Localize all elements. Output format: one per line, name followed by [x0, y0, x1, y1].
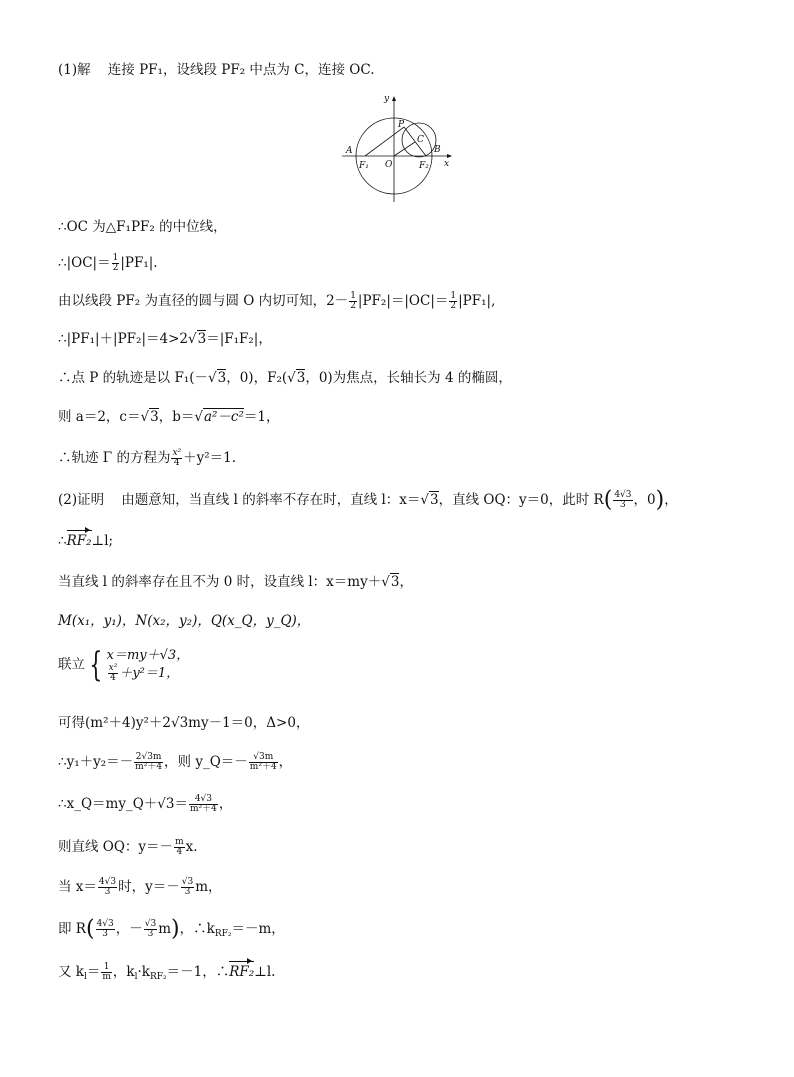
part2-label: (2)证明: [58, 492, 105, 508]
text-p12-e: ＝－1，∴: [166, 964, 230, 980]
text-params-b: ，b＝: [158, 409, 195, 425]
line-system: [58, 647, 189, 683]
fraction-half: [349, 292, 357, 311]
frac-num: √3: [144, 919, 157, 929]
line-conclusion: [58, 963, 275, 986]
frac-num: √3: [181, 877, 194, 887]
frac-num: √3m: [249, 753, 278, 763]
text-equation-a: ∴轨迹 Γ 的方程为: [58, 450, 171, 466]
text-p12-c: ，k: [112, 964, 135, 980]
fraction-x2-4: [171, 449, 182, 468]
ellipse-figure: [338, 92, 458, 204]
text-p8-b: ，: [218, 796, 233, 812]
text-equation-b: ＋y²＝1.: [183, 450, 237, 466]
equation-system: [107, 647, 190, 683]
frac-den: m²＋4: [249, 762, 277, 772]
text-locus-b: ，0)，F₂(: [226, 370, 288, 386]
text-p10-b: 时，y＝－: [118, 879, 180, 895]
fraction-half: [112, 254, 120, 273]
frac-num: x²: [108, 663, 118, 673]
label-f2: F₂: [419, 161, 429, 171]
sqrt-a2-c2: a²－c²: [203, 409, 244, 425]
system-eq2: ＋y²＝1，: [119, 666, 180, 681]
fraction-r3-3: [181, 878, 194, 897]
label-y: y: [384, 94, 390, 104]
text-params-c: ＝1，: [243, 409, 280, 425]
frac-den: 3: [620, 500, 626, 510]
frac-num: x²: [172, 448, 182, 458]
text-p11-e: ＝－m，: [231, 921, 285, 937]
frac-num: 1: [450, 291, 457, 301]
label-c: C: [417, 135, 424, 145]
frac-num: 1: [350, 291, 356, 301]
text-oc-midline: ∴OC 为△F₁PF₂ 的中位线，: [58, 219, 227, 235]
subscript-rf2: RF₂: [149, 972, 167, 982]
text-oc-eq: ∴|OC|＝: [58, 255, 111, 271]
fraction-4r3: [189, 795, 218, 814]
label-p: P: [398, 120, 405, 130]
line-points: [58, 612, 310, 630]
part1-intro: [58, 61, 375, 79]
vector-rf2: RF₂: [229, 964, 255, 980]
text-p11-a: 即 R: [58, 921, 86, 937]
text-tangent-b: |PF₂|＝|OC|＝: [357, 293, 449, 309]
text-p12-b: ＝: [86, 964, 101, 980]
label-a: A: [346, 146, 353, 156]
paren-left: (: [603, 487, 613, 513]
label-f1: F₁: [359, 161, 369, 171]
text-p12-d: ·k: [137, 964, 150, 980]
text-p12-f: ⊥l.: [254, 964, 276, 980]
line-oc-midline: [58, 218, 227, 236]
frac-den: 2: [112, 263, 119, 273]
text-p9-a: 则直线 OQ：y＝－: [58, 839, 174, 855]
text-p7-c: ，: [278, 754, 293, 770]
frac-den: m: [102, 972, 111, 982]
text-p3-a: 当直线 l 的斜率存在且不为 0 时，设直线 l：x＝my＋: [58, 574, 382, 590]
frac-den: 3: [184, 887, 191, 897]
line-sum-distances: ∴|PF₁|＋|PF₂|＝4>2√3＝|F₁F₂|，: [58, 331, 272, 347]
frac-den: m²＋4: [189, 804, 217, 814]
fraction-4r3-3: [96, 920, 115, 939]
sqrt-3: 3: [430, 492, 439, 508]
frac-den: 3: [102, 929, 109, 939]
frac-den: 4: [176, 847, 183, 857]
frac-num: 4√3: [96, 919, 114, 929]
text-p10-a: 当 x＝: [58, 879, 97, 895]
frac-den: 4: [110, 673, 116, 683]
label-b: B: [434, 145, 441, 155]
brace-icon: {: [89, 645, 103, 685]
sqrt-3: 3: [150, 409, 159, 425]
line-oc-half: [58, 254, 158, 273]
part1-label: (1)解: [58, 62, 91, 78]
segment-oc: [394, 142, 415, 156]
label-o: O: [385, 160, 393, 170]
line-xq: [58, 795, 232, 814]
text-p7-a: ∴y₁＋y₂＝－: [58, 754, 134, 770]
vector-rf2: RF₂: [66, 533, 92, 549]
text-p11-b: ，－: [115, 921, 143, 937]
part1-intro-text: 连接 PF₁，设线段 PF₂ 中点为 C，连接 OC.: [107, 62, 375, 78]
paren-left: (: [85, 916, 95, 942]
subscript-rf2: RF₂: [214, 929, 232, 939]
fraction-m-4: [174, 838, 185, 857]
x-axis-arrow: [447, 154, 452, 158]
frac-den: 3: [104, 887, 111, 897]
frac-den: m²＋4: [135, 762, 163, 772]
line-oq: [58, 838, 198, 857]
line-quadratic: [58, 714, 309, 732]
line-vieta: [58, 753, 292, 772]
label-x: x: [444, 159, 450, 169]
fraction-r3m: [249, 753, 278, 772]
text-points: M(x₁，y₁)，N(x₂，y₂)，Q(x_Q，y_Q)，: [58, 613, 311, 629]
text-p8-a: ∴x_Q＝my_Q＋√3＝: [58, 796, 188, 812]
subscript-l: l: [134, 972, 138, 982]
text-p11-d: ，∴k: [179, 921, 215, 937]
text-lianli: 联立: [58, 656, 85, 673]
text-p10-c: m，: [195, 879, 222, 895]
fraction-x2-4: [108, 664, 119, 683]
text-sum-b: ＝|F₁F₂|，: [206, 331, 272, 347]
text-p11-c: m: [158, 921, 172, 937]
text-therefore: ∴: [58, 533, 67, 549]
sqrt-3: 3: [296, 370, 306, 386]
line-inner-tangent: [58, 292, 495, 311]
line-when-x: [58, 878, 222, 897]
text-params-a: 则 a＝2，c＝: [58, 409, 141, 425]
line-equation: [58, 449, 236, 468]
text-tangent-a: 由以线段 PF₂ 为直径的圆与圆 O 内切可知，2－: [58, 293, 349, 309]
text-p7-b: ，则 y_Q＝－: [164, 754, 248, 770]
frac-num: 1: [112, 253, 119, 263]
text-p1-b: ，直线 OQ：y＝0，此时 R: [438, 492, 604, 508]
line-r-point: [58, 916, 285, 943]
line-locus: ∴点 P 的轨迹是以 F₁(－√3，0)，F₂(√3，0)为焦点，长轴长为 4 的椭圆，: [58, 370, 512, 386]
text-pf1: |PF₁|.: [120, 255, 158, 271]
line-perp-vertical: [58, 532, 113, 550]
fraction-4r3-3: [613, 491, 632, 510]
text-quadratic: 可得(m²＋4)y²＋2√3my－1＝0，Δ>0，: [58, 715, 310, 731]
text-locus-a: ∴点 P 的轨迹是以 F₁(－: [58, 370, 209, 386]
text-p1-a: 由题意知，当直线 l 的斜率不存在时，直线 l：x＝: [121, 492, 421, 508]
y-axis-arrow: [392, 96, 396, 101]
text-locus-c: ，0)为焦点，长轴长为 4 的椭圆，: [305, 370, 512, 386]
line-proof-intro: (2)证明 由题意知，当直线 l 的斜率不存在时，直线 l：x＝√3，直线 OQ：y＝0，此时 R( $\frac{4√3}{3}$ ，0)，: [58, 487, 678, 513]
text-p9-b: x.: [185, 839, 198, 855]
sqrt-3: 3: [390, 574, 400, 590]
fraction-1-m: [101, 963, 112, 982]
fraction-r3-3: [144, 920, 157, 939]
frac-den: 4: [173, 458, 180, 468]
frac-num: m: [175, 837, 184, 847]
text-p3-b: ，: [399, 574, 413, 590]
frac-den: 2: [350, 301, 356, 311]
frac-num: 4√3: [98, 877, 117, 887]
fraction-half: [449, 292, 457, 311]
frac-num: 2√3m: [135, 752, 162, 762]
sqrt-3: 3: [197, 331, 207, 347]
frac-den: 3: [147, 929, 154, 939]
frac-den: 2: [450, 301, 457, 311]
frac-num: 1: [101, 963, 112, 973]
text-p12-a: 又 k: [58, 964, 84, 980]
sqrt-3: 3: [217, 370, 227, 386]
line-params: 则 a＝2，c＝√3，b＝√a²－c²＝1，: [58, 409, 280, 425]
text-tangent-c: |PF₁|,: [458, 293, 496, 309]
text-perp-l: ⊥l;: [91, 533, 114, 549]
line-slope-exists: 当直线 l 的斜率存在且不为 0 时，设直线 l：x＝my＋√3，: [58, 574, 413, 590]
fraction-2r3m: [134, 753, 163, 772]
subscript-l: l: [83, 972, 87, 982]
text-p1-c: ，0: [633, 492, 656, 508]
paren-right: ): [655, 487, 665, 513]
paren-right: ): [171, 916, 180, 942]
system-eq1: x＝my＋√3，: [106, 648, 190, 663]
fraction-4r3-3: [98, 878, 117, 897]
frac-num: 4√3: [614, 490, 632, 500]
text-sum-a: ∴|PF₁|＋|PF₂|＝4>2: [58, 331, 188, 347]
frac-num: 4√3: [189, 795, 218, 805]
segment-pf1: [365, 127, 404, 156]
